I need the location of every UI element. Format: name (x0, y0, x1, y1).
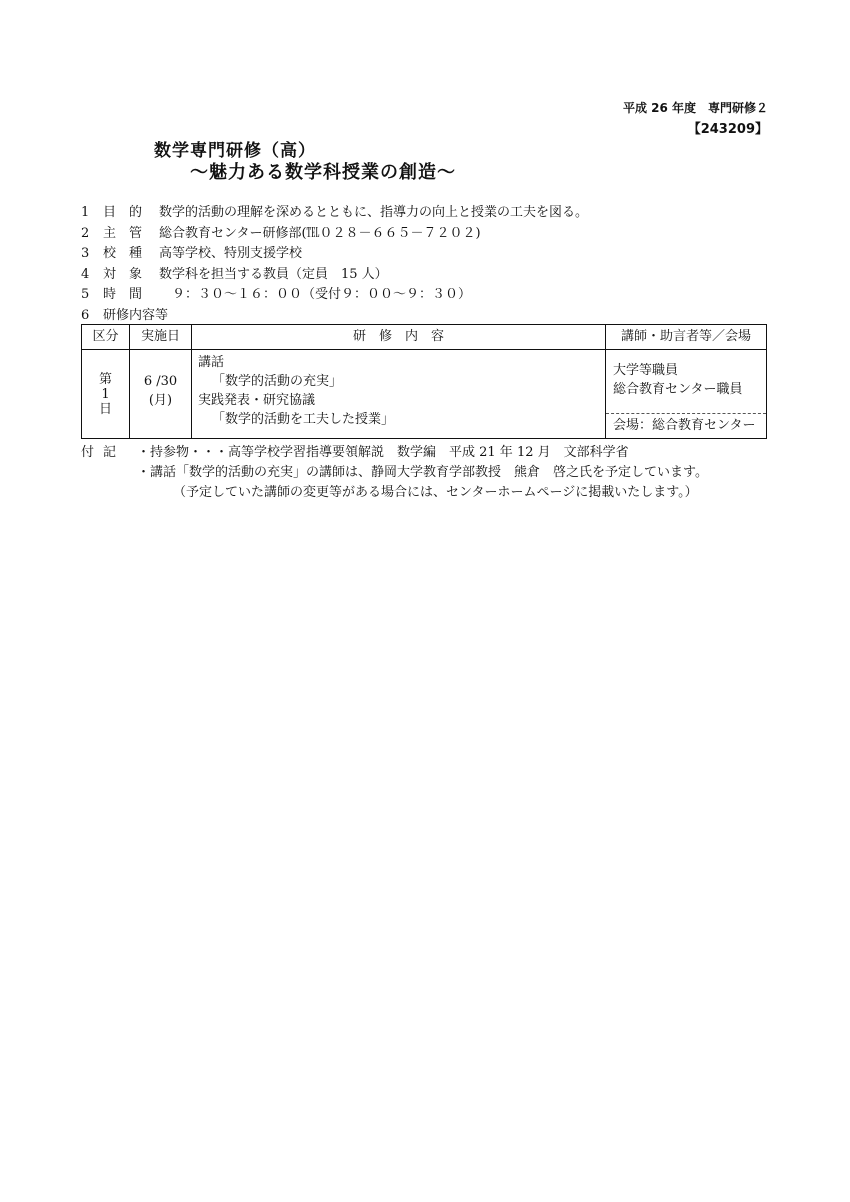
item-label: 対 象 (103, 266, 143, 282)
venue: 会場：総合教育センター (613, 418, 756, 433)
header-staff: 講師・助言者等／会場 (606, 325, 767, 350)
note-line (81, 483, 781, 503)
item-value: 総合教育センター研修部(℡０２８－６６５－７２０２) (159, 225, 481, 241)
staff-entry: 総合教育センター職員 (613, 382, 743, 397)
item-label: 研修内容等 (103, 307, 169, 323)
course-subtitle: 〜魅力ある数学科授業の創造〜 (190, 162, 456, 183)
note-text: （予定していた講師の変更等がある場合には、センターホームページに掲載いたします。） (173, 485, 698, 500)
item-value: 数学的活動の理解を深めるとともに、指導力の向上と授業の工夫を図る。 (159, 205, 589, 220)
item-number: 6 (81, 307, 90, 323)
notes-heading: 付記 (81, 445, 126, 460)
info-item-organizer (81, 224, 771, 245)
item-number: 5 (81, 287, 90, 303)
item-number: 2 (81, 225, 90, 241)
table-header-row (82, 325, 767, 350)
note-line (81, 463, 781, 483)
day-char: 第 (98, 371, 112, 387)
content-line: 「数学的活動を工夫した授業」 (212, 412, 395, 427)
header-content: 研 修 内 容 (192, 325, 606, 350)
item-number: 4 (81, 266, 90, 282)
note-text: ・講話「数学的活動の充実」の講師は、静岡大学教育学部教授 熊倉 啓之氏を予定しています。 (137, 465, 708, 480)
header-date: 実施日 (130, 325, 192, 350)
content-cell (192, 350, 606, 439)
item-label: 時 間 (103, 287, 143, 303)
header-category: 区分 (82, 325, 130, 350)
item-value: ９：３０〜１６：００（受付９：００〜９：３０） (159, 287, 472, 303)
weekday-value: (月) (148, 393, 173, 408)
note-line (81, 443, 781, 463)
item-value: 数学科を担当する教員（定員 15 人） (159, 266, 388, 282)
date-value: 6 /30 (143, 374, 178, 389)
info-item-purpose (81, 203, 771, 224)
info-item-school-type (81, 244, 771, 265)
item-value: 高等学校、特別支援学校 (159, 246, 303, 262)
item-number: 1 (81, 205, 90, 220)
content-line: 「数学的活動の充実」 (212, 374, 343, 389)
fiscal-year-label: 平成 26 年度 専門研修２ (622, 101, 768, 115)
day-char: 1 (101, 386, 110, 402)
schedule-table (81, 324, 767, 439)
item-label: 目 的 (103, 205, 143, 220)
info-item-target (81, 265, 771, 286)
staff-entry: 大学等職員 (613, 363, 679, 378)
course-title: 数学専門研修（高） (154, 141, 316, 161)
content-line: 実践発表・研究協議 (198, 393, 316, 408)
staff-cell (606, 350, 767, 439)
item-label: 校 種 (103, 246, 143, 262)
note-text: ・持参物・・・高等学校学習指導要領解説 数学編 平成 21 年 12 月 文部科学省 (137, 445, 629, 460)
course-code: 【243209】 (687, 122, 768, 137)
item-label: 主 管 (103, 225, 143, 241)
staff-list (606, 350, 766, 414)
day-cell (82, 350, 130, 439)
day-char: 日 (98, 401, 112, 417)
item-number: 3 (81, 246, 90, 262)
course-info-list (81, 203, 771, 327)
table-row (82, 350, 767, 439)
date-cell (130, 350, 192, 439)
notes-section (81, 443, 781, 503)
content-line: 講話 (198, 355, 225, 370)
info-item-time (81, 285, 771, 306)
